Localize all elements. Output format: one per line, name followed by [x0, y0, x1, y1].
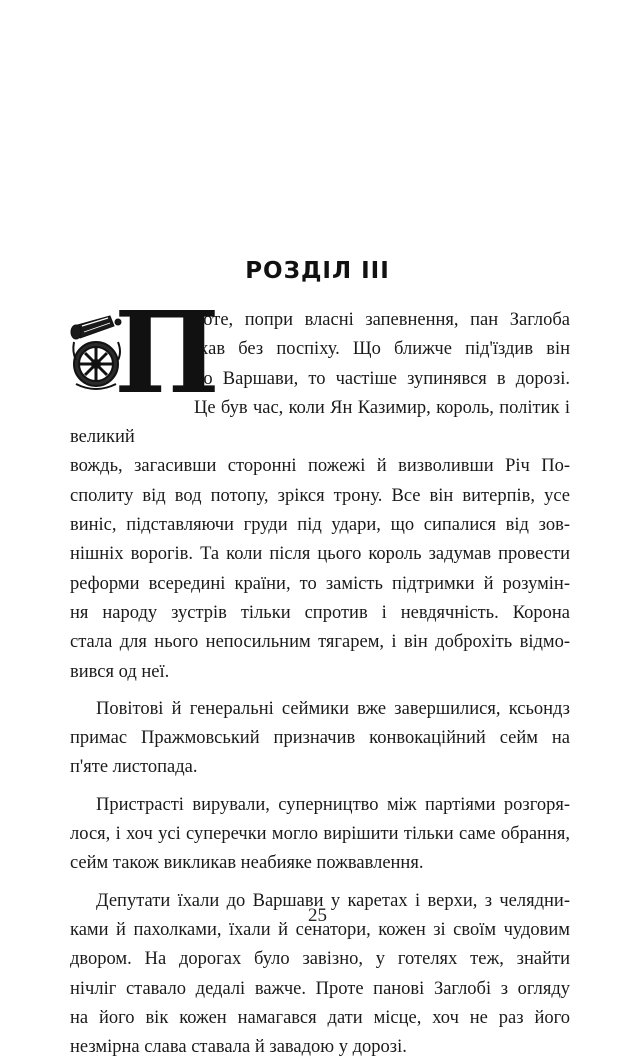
text-line: ками й пахолками, їхали й сенатори, кожен зі своїм чудовим: [70, 919, 570, 940]
text-line: нішніх ворогів. Та коли після цього король задумав провести: [70, 544, 570, 565]
text-line: примас Пражмовський призначив конвокаційний сейм на: [70, 728, 570, 749]
text-line: двором. На дорогах було завізно, у готелях теж, знайти: [70, 949, 570, 970]
drop-cap-letter: П: [114, 288, 218, 419]
text-line: ня народу зустрів тільки спротив і невдячність. Корона: [70, 602, 570, 623]
drop-cap: [70, 288, 218, 419]
text-line: сейм також викликав неабияке пожвавлення.: [70, 853, 424, 874]
text-line: Пристрасті вирували, суперництво між партіями розгоря-: [96, 794, 570, 815]
paragraph-2: [70, 695, 570, 783]
text-line: п'яте листопада.: [70, 757, 198, 778]
text-line: нічліг ставало дедалі важче. Проте панові Заглобі з огляду: [70, 978, 570, 999]
page-number: 25: [308, 905, 327, 926]
text-line: реформи всередині країни, то замість підтримки й розумін-: [70, 573, 570, 594]
text-line: стала для нього непосильним тягарем, і він доброхіть відмо-: [70, 632, 570, 653]
text-line: вождь, загасивши сторонні пожежі й визволивши Річ По-: [70, 456, 570, 477]
chapter-body: [70, 288, 570, 1062]
text-line: сполиту від вод потопу, зрікся трону. Все він витерпів, усе: [70, 485, 570, 506]
text-line: Депутати їхали до Варшави у каретах і верхи, з челядни-: [96, 890, 570, 911]
paragraph-3: [70, 791, 570, 879]
text-line: їхав без поспіху. Що ближче під'їздив він: [194, 339, 570, 360]
text-line: до Варшави, то частіше зупинявся в дорозі.: [194, 368, 570, 389]
text-line: Це був час, коли Ян Казимир, король, політик і великий: [70, 397, 570, 448]
text-line: виніс, підставляючи груди під удари, що сипалися від зов-: [70, 515, 570, 536]
text-line: незмірна слава ставала й завадою у дорозі.: [70, 1037, 407, 1058]
text-line: вився од неї.: [70, 661, 170, 682]
text-line: на його вік кожен намагався дати місце, хоч не раз його: [70, 1007, 570, 1028]
text-line: лося, і хоч усі суперечки могло вирішити тільки саме обрання,: [70, 824, 570, 845]
text-line: роте, попри власні запевнення, пан Заглоба: [194, 310, 570, 330]
chapter-title: РОЗДІЛ III: [245, 258, 390, 284]
text-line: Повітові й генеральні сеймики вже завершилися, ксьондз: [96, 698, 570, 719]
